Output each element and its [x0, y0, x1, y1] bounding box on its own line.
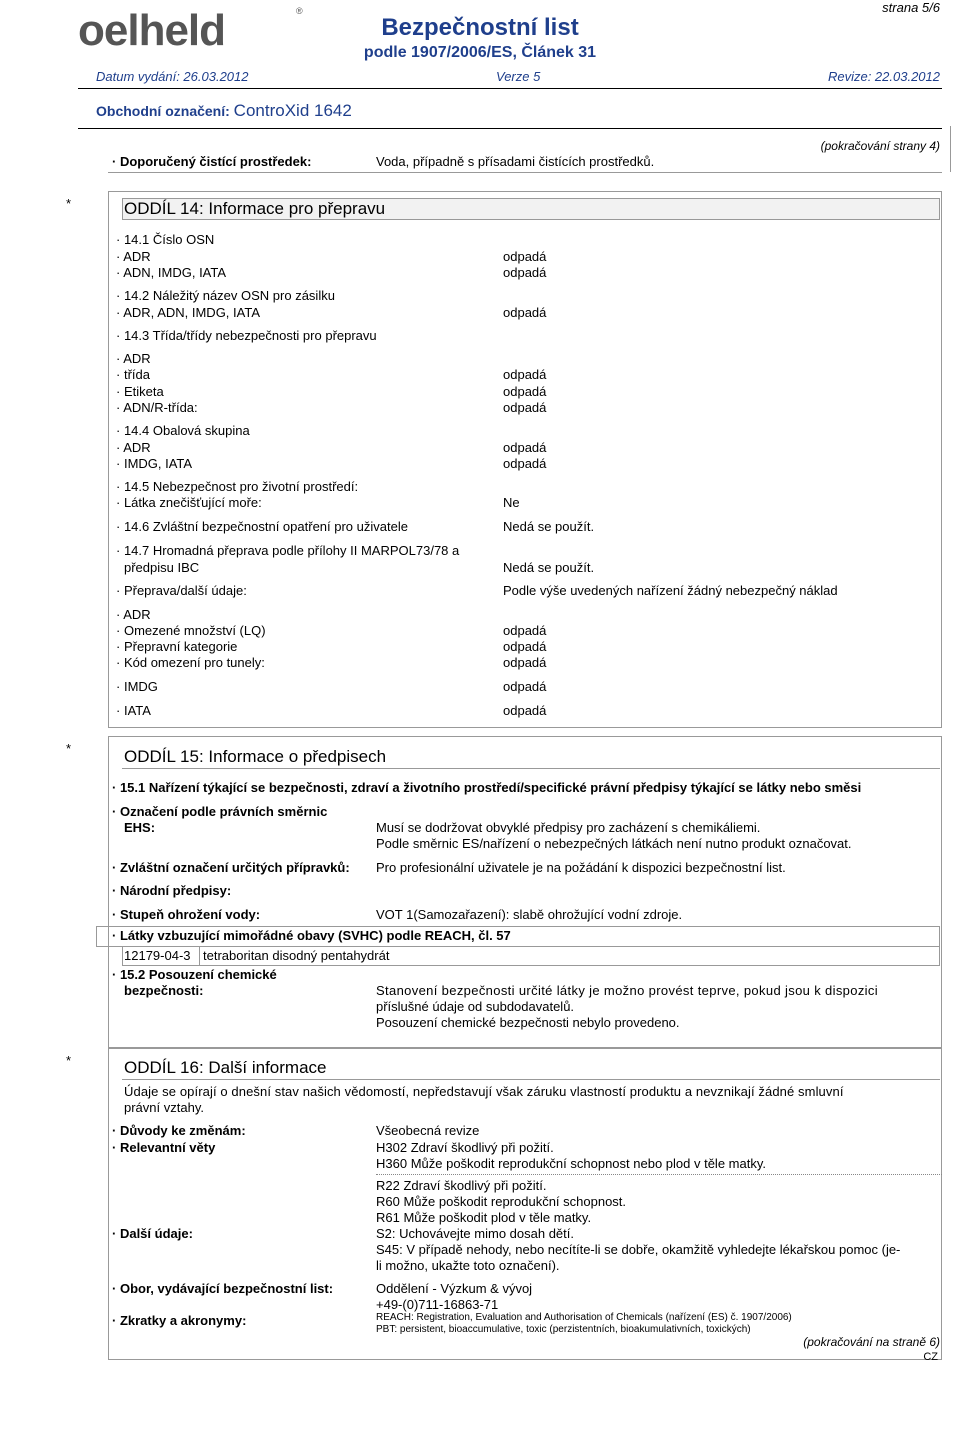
s16-label: · Zkratky a akronymy:	[112, 1313, 246, 1328]
issue-date: Datum vydání: 26.03.2012	[96, 69, 249, 84]
s14-row-value: Ne	[503, 495, 520, 510]
s16-value: R61 Může poškodit plod v těle matky.	[376, 1210, 592, 1225]
s14-row-label: · Kód omezení pro tunely:	[116, 655, 265, 670]
s15-value: Stanovení bezpečnosti určité látky je možno provést teprve, pokud jsou k dispozici	[376, 983, 879, 998]
s16-label: · Důvody ke změnám:	[112, 1123, 246, 1138]
s16-value: li možno, ukažte toto označení).	[376, 1258, 560, 1273]
s16-intro-cont: právní vztahy.	[124, 1100, 204, 1115]
s14-row-value: odpadá	[503, 639, 547, 654]
s14-bulk-transport-cont: předpisu IBC	[124, 560, 200, 575]
section-16-title: ODDÍL 16: Další informace	[124, 1058, 327, 1077]
trade-name: ControXid 1642	[233, 101, 352, 120]
trade-name-line	[96, 101, 352, 121]
page-number: strana 5/6	[882, 0, 940, 15]
s16-value: PBT: persistent, bioaccumulative, toxic (perzistentních, bioakumulativních, toxických)	[376, 1324, 751, 1335]
s16-value: REACH: Registration, Evaluation and Authorisation of Chemicals (nařízení (ES) č. 1907/2006)	[376, 1312, 792, 1323]
s14-row-value: odpadá	[503, 305, 547, 320]
s16-intro: Údaje se opírají o dnešní stav našich vědomostí, nepředstavují však záruku vlastností produktu a nevznikají žádné smluvní	[124, 1084, 844, 1099]
cleaning-value: Voda, případně s přísadami čistících prostředků.	[376, 154, 655, 169]
s15-label-cont: EHS:	[124, 820, 156, 835]
s14-row-value: odpadá	[503, 679, 547, 694]
cleaning-label: · Doporučený čistící prostředek:	[112, 154, 311, 169]
s16-label: · Další údaje:	[112, 1226, 193, 1241]
s15-value: VOT 1(Samozařazení): slabě ohrožující vodní zdroje.	[376, 907, 683, 922]
s14-row-value: odpadá	[503, 655, 547, 670]
s14-row-label: · ADR	[116, 440, 151, 455]
s16-value: H360 Může poškodit reprodukční schopnost nebo plod v těle matky.	[376, 1156, 766, 1171]
s15-value: Posouzení chemické bezpečnosti nebylo provedeno.	[376, 1015, 680, 1030]
s14-shipping-name: · 14.2 Náležitý název OSN pro zásilku	[116, 288, 335, 303]
s14-row-label: · IMDG, IATA	[116, 456, 192, 471]
s14-row-value: Podle výše uvedených nařízení žádný nebezpečný náklad	[503, 583, 838, 598]
version: Verze 5	[496, 69, 541, 84]
document-subtitle: podle 1907/2006/ES, Článek 31	[363, 44, 597, 61]
section-16-title-rule	[122, 1079, 940, 1080]
svhc-cell-divider	[199, 946, 200, 966]
section-15-change-mark: *	[66, 741, 72, 756]
s14-row-label: · IMDG	[116, 679, 158, 694]
trade-name-label: Obchodní označení:	[96, 103, 230, 119]
section-14-title: ODDÍL 14: Informace pro přepravu	[124, 199, 386, 218]
s14-row-value: odpadá	[503, 440, 547, 455]
trade-name-rule	[78, 128, 942, 129]
section-16-change-mark: *	[66, 1053, 72, 1068]
s15-label-cont: bezpečnosti:	[124, 983, 204, 998]
s14-row-value: odpadá	[503, 703, 547, 718]
s15-label: · Stupeň ohrožení vody:	[112, 907, 260, 922]
s16-value: S2: Uchovávejte mimo dosah dětí.	[376, 1226, 574, 1241]
s15-label: · Označení podle právních směrnic	[112, 804, 327, 819]
s14-transport-info: · Přeprava/další údaje:	[116, 583, 247, 598]
s14-row-value: odpadá	[503, 249, 547, 264]
s14-row-label: · ADR	[116, 249, 151, 264]
s14-row-label: · ADR	[116, 607, 151, 622]
section-15-title: ODDÍL 15: Informace o předpisech	[124, 747, 387, 766]
continued-to: (pokračování na straně 6)	[803, 1335, 940, 1349]
s15-value: příslušné údaje od subdodavatelů.	[376, 999, 575, 1014]
s15-label: · Zvláštní označení určitých přípravků:	[112, 860, 350, 875]
s14-row-value: odpadá	[503, 400, 547, 415]
s16-label: · Obor, vydávající bezpečnostní list:	[112, 1281, 333, 1296]
cleaning-rule	[108, 172, 942, 173]
s14-row-label: · ADN, IMDG, IATA	[116, 265, 226, 280]
cleaning-border	[950, 126, 951, 172]
s16-value: H302 Zdraví škodlivý při požití.	[376, 1140, 554, 1155]
s14-environment: · 14.5 Nebezpečnost pro životní prostředí:	[116, 479, 358, 494]
s16-value: R22 Zdraví škodlivý při požití.	[376, 1178, 547, 1193]
s14-bulk-transport: · 14.7 Hromadná přeprava podle přílohy II MARPOL73/78 a	[116, 543, 459, 558]
s16-value: Oddělení - Výzkum & vývoj	[376, 1281, 533, 1296]
s15-value: Musí se dodržovat obvyklé předpisy pro zacházení s chemikáliemi.	[376, 820, 761, 835]
document-title: Bezpečnostní list	[381, 14, 579, 41]
s14-hazard-class: · 14.3 Třída/třídy nebezpečnosti pro přepravu	[116, 328, 377, 343]
s14-row-label: · IATA	[116, 703, 151, 718]
s14-row-value: Nedá se použít.	[503, 519, 595, 534]
section-15-title-rule	[122, 768, 940, 769]
s14-packing-group: · 14.4 Obalová skupina	[116, 423, 250, 438]
s14-row-value: odpadá	[503, 623, 547, 638]
s16-value: S45: V případě nehody, nebo necítíte-li se dobře, okamžitě vyhledejte lékařskou pomoc (je-	[376, 1242, 901, 1257]
s15-regulations: · 15.1 Nařízení týkající se bezpečnosti, zdraví a životního prostředí/specifické právní předpisy týkající se látky nebo směsi	[112, 780, 861, 795]
s14-row-label: · Přepravní kategorie	[116, 639, 237, 654]
oelheld-logo: oelheld	[78, 6, 226, 55]
registered-mark: ®	[296, 6, 303, 16]
s15-label: · 15.2 Posouzení chemické	[112, 967, 277, 982]
s14-row-label: · Etiketa	[116, 384, 164, 399]
s14-row-label: · třída	[116, 367, 150, 382]
s14-row-value: odpadá	[503, 384, 547, 399]
s16-label: · Relevantní věty	[112, 1140, 215, 1155]
phrase-separator	[376, 1174, 942, 1175]
s14-row-value: Nedá se použít.	[503, 560, 595, 575]
revision-date: Revize: 22.03.2012	[827, 69, 940, 84]
s14-row-label: · Látka znečišťující moře:	[116, 495, 262, 510]
s14-row-value: odpadá	[503, 456, 547, 471]
s16-value: +49-(0)711-16863-71	[376, 1297, 499, 1312]
header-rule	[78, 88, 942, 89]
s14-row-label: · ADN/R-třída:	[116, 400, 198, 415]
s15-label: · Národní předpisy:	[112, 883, 231, 898]
s14-row-label: · Omezené množství (LQ)	[116, 623, 266, 638]
s14-un-number: · 14.1 Číslo OSN	[116, 232, 214, 247]
svhc-cas-number: 12179-04-3	[124, 948, 191, 963]
country-code: CZ	[923, 1351, 938, 1363]
s14-row-label: · ADR, ADN, IMDG, IATA	[116, 305, 260, 320]
s14-row-label: · ADR	[116, 351, 151, 366]
s16-value: Všeobecná revize	[376, 1123, 480, 1138]
s15-value: Pro profesionální uživatele je na požádání k dispozici bezpečnostní list.	[376, 860, 786, 875]
s16-value: R60 Může poškodit reprodukční schopnost.	[376, 1194, 627, 1209]
s15-svhc-title: · Látky vzbuzující mimořádné obavy (SVHC) podle REACH, čl. 57	[112, 928, 511, 943]
svhc-substance-name: tetraboritan disodný pentahydrát	[203, 948, 390, 963]
continued-from: (pokračování strany 4)	[820, 139, 940, 153]
s15-value: Podle směrnic ES/nařízení o nebezpečných látkách není nutno produkt označovat.	[376, 836, 852, 851]
s14-row-value: odpadá	[503, 265, 547, 280]
section-14-change-mark: *	[66, 196, 72, 211]
s14-user-precautions: · 14.6 Zvláštní bezpečnostní opatření pro uživatele	[116, 519, 408, 534]
s14-row-value: odpadá	[503, 367, 547, 382]
